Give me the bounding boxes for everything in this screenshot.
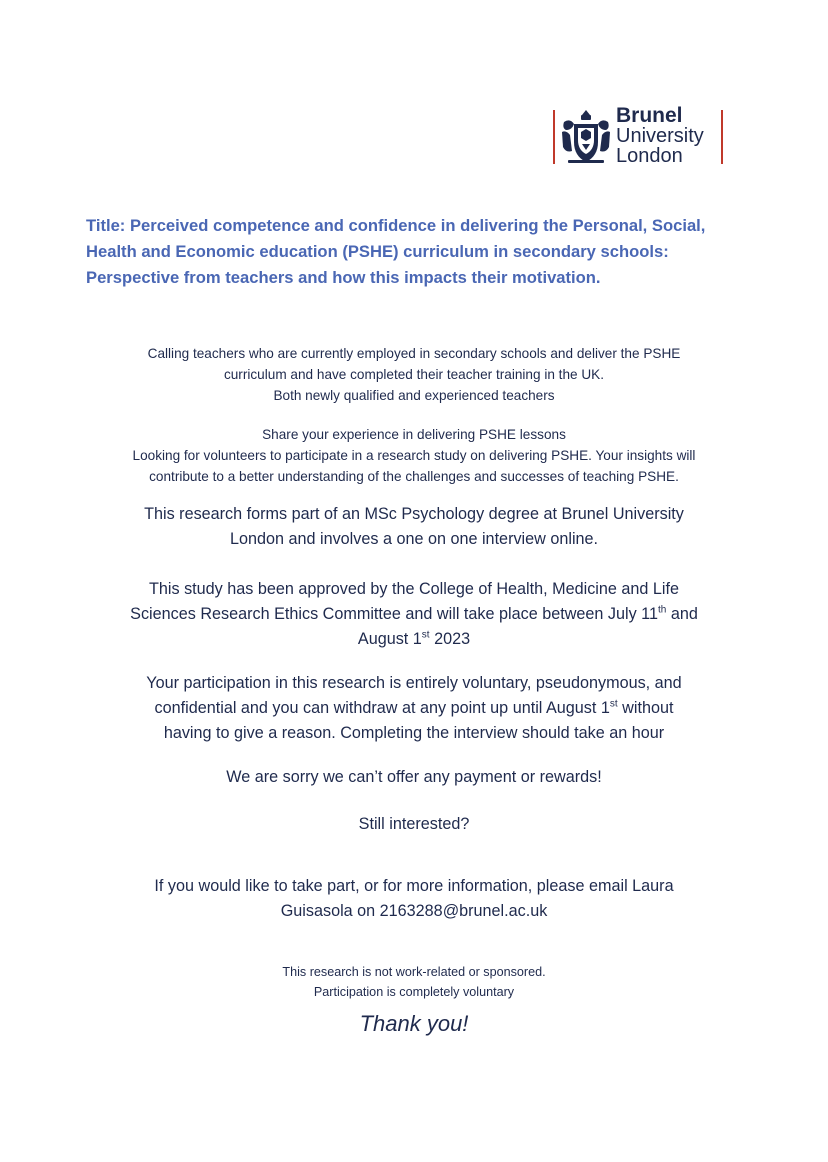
ethics-text: and	[666, 605, 698, 623]
share-line: contribute to a better understanding of the challenges and successes of teaching PSHE.	[149, 469, 679, 484]
ethics-text: 2023	[429, 630, 471, 648]
ethics-superscript: st	[421, 629, 430, 641]
footer-line: This research is not work-related or sponsored.	[282, 965, 546, 979]
ethics-text: Sciences Research Ethics Committee and will take place between July 11	[130, 605, 658, 623]
brunel-logo	[553, 106, 728, 168]
share-line: Share your experience in delivering PSHE lessons	[262, 427, 566, 442]
research-info	[60, 502, 768, 552]
call-line: Calling teachers who are currently employed in secondary schools and deliver the PSHE	[147, 346, 681, 361]
participation-line: Your participation in this research is entirely voluntary, pseudonymous, and	[146, 674, 682, 692]
share-line: Looking for volunteers to participate in a research study on delivering PSHE. Your insights will	[132, 448, 696, 463]
study-title	[86, 213, 766, 291]
title-line: Title: Perceived competence and confidence in delivering the Personal, Social,	[86, 216, 706, 235]
contact-line: If you would like to take part, or for more information, please email Laura	[154, 877, 674, 895]
sorry-line: We are sorry we can’t offer any payment or rewards!	[226, 768, 602, 786]
footer-line: Participation is completely voluntary	[313, 985, 515, 999]
share-experience	[60, 424, 768, 487]
logo-left-bar	[553, 110, 555, 164]
logo-line-london: London	[616, 145, 683, 167]
crest-icon	[560, 108, 612, 166]
title-line: Perspective from teachers and how this impacts their motivation.	[86, 268, 601, 287]
research-line: This research forms part of an MSc Psychology degree at Brunel University	[144, 505, 684, 523]
ethics-text: August 1	[357, 630, 422, 648]
ethics-line	[60, 602, 768, 627]
interested-line: Still interested?	[358, 815, 470, 833]
research-line: London and involves a one on one interview online.	[229, 530, 599, 548]
contact-line: Guisasola on 2163288@brunel.ac.uk	[280, 902, 548, 920]
ethics-line	[60, 627, 768, 652]
participation-info	[60, 671, 768, 746]
thank-you: Thank you!	[359, 1011, 469, 1036]
logo-line-brunel: Brunel	[616, 104, 683, 127]
ethics-approval	[60, 577, 768, 652]
call-for-teachers	[60, 343, 768, 406]
contact-info	[60, 874, 768, 924]
call-line: Both newly qualified and experienced teachers	[273, 388, 555, 403]
participation-superscript: st	[609, 698, 618, 710]
logo-wordmark	[616, 106, 704, 166]
footer-note	[60, 962, 768, 1002]
ethics-superscript: th	[658, 604, 667, 616]
participation-text: without	[617, 699, 674, 717]
call-line: curriculum and have completed their teacher training in the UK.	[223, 367, 605, 382]
ethics-line: This study has been approved by the College of Health, Medicine and Life	[148, 580, 680, 598]
participation-text: confidential and you can withdraw at any point up until August 1	[154, 699, 610, 717]
title-line: Health and Economic education (PSHE) curriculum in secondary schools:	[86, 242, 669, 261]
participation-line: having to give a reason. Completing the interview should take an hour	[163, 724, 665, 742]
logo-right-bar	[721, 110, 723, 164]
logo-line-university: University	[616, 125, 704, 147]
no-payment-note	[60, 765, 768, 790]
still-interested	[60, 812, 768, 837]
participation-line	[60, 696, 768, 721]
